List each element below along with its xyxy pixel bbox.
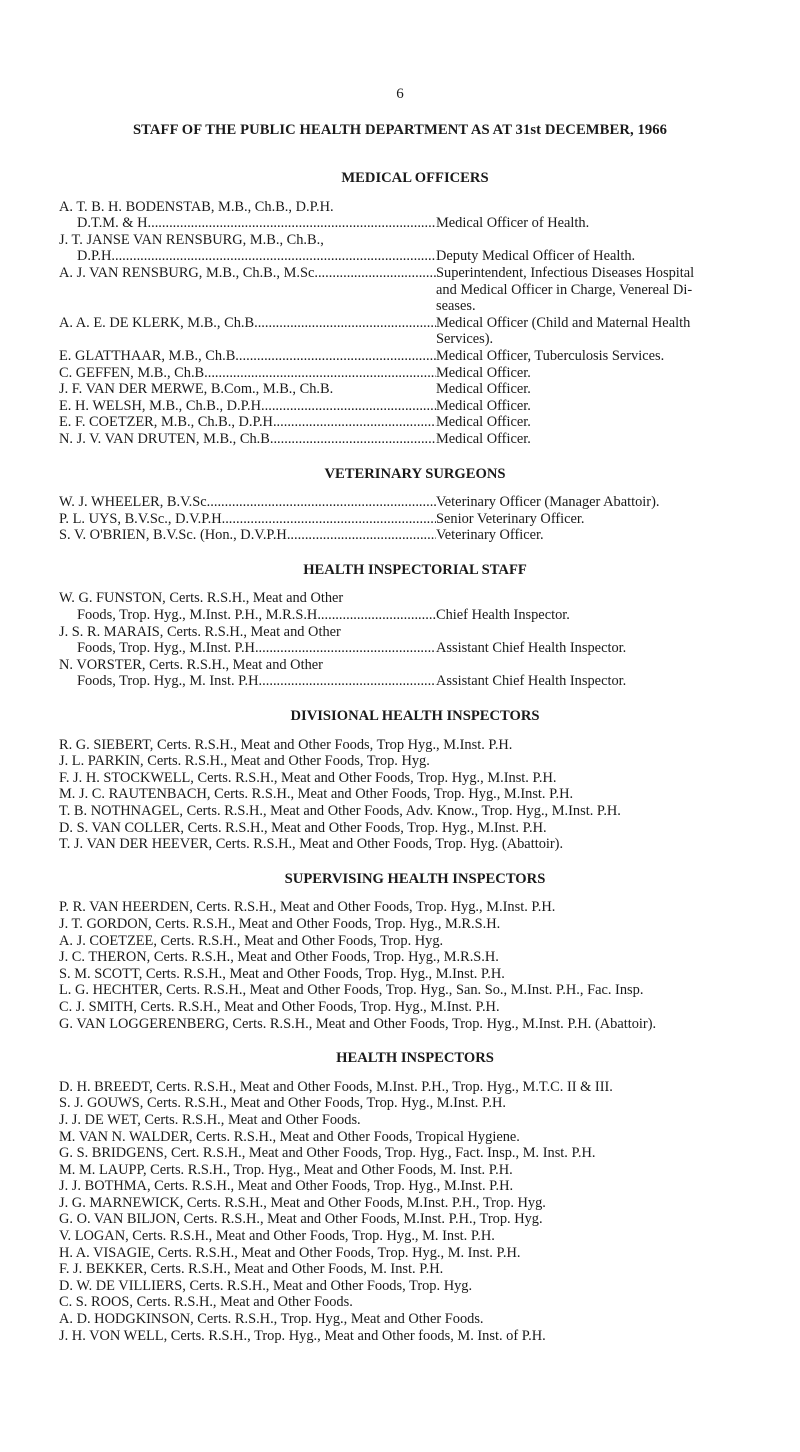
role-line: Services).: [436, 331, 494, 348]
staff-role: [436, 494, 771, 511]
section-divisional-health-inspectors: [59, 708, 771, 853]
staff-name: [59, 511, 436, 528]
name-text: P. L. UYS, B.V.Sc., D.V.P.H: [59, 510, 222, 527]
staff-name: [59, 381, 436, 398]
staff-role: [436, 624, 771, 657]
list-item: S. M. SCOTT, Certs. R.S.H., Meat and Other Foods, Trop. Hyg., M.Inst. P.H.: [59, 965, 505, 982]
name-text: Foods, Trop. Hyg., M. Inst. P.H: [77, 673, 259, 690]
name-line: [59, 398, 436, 415]
leader-dots: [111, 248, 436, 265]
role-line: Assistant Chief Health Inspector.: [436, 640, 627, 657]
staff-name: [59, 365, 436, 382]
name-text: N. VORSTER, Certs. R.S.H., Meat and Other: [59, 656, 323, 673]
name-text: Foods, Trop. Hyg., M.Inst. P.H., M.R.S.H: [77, 607, 318, 624]
section-medical-officers: [59, 170, 771, 448]
staff-name: [59, 624, 436, 657]
staff-row: [59, 657, 771, 690]
section-heading: MEDICAL OFFICERS: [341, 170, 489, 186]
list-item: G. VAN LOGGERENBERG, Certs. R.S.H., Meat and Other Foods, Trop. Hyg., M.Inst. P.H. (Abattoir).: [59, 1015, 657, 1032]
tabular-rows: [59, 494, 771, 544]
name-text: W. J. WHEELER, B.V.Sc: [59, 494, 207, 511]
leader-dots: [261, 398, 436, 415]
list-item: M. M. LAUPP, Certs. R.S.H., Trop. Hyg., Meat and Other Foods, M. Inst. P.H.: [59, 1161, 513, 1178]
name-line: [59, 414, 436, 431]
name-line: [59, 640, 436, 657]
staff-role: [436, 365, 771, 382]
role-line: [436, 590, 771, 607]
name-line: [59, 232, 436, 249]
name-text: E. GLATTHAAR, M.B., Ch.B: [59, 347, 236, 364]
name-text: D.T.M. & H.: [77, 215, 152, 232]
staff-role: [436, 590, 771, 623]
list-item: J. J. DE WET, Certs. R.S.H., Meat and Other Foods.: [59, 1111, 361, 1128]
list-item: G. S. BRIDGENS, Cert. R.S.H., Meat and Other Foods, Trop. Hyg., Fact. Insp., M. Inst. P.H.: [59, 1145, 596, 1162]
role-line: Deputy Medical Officer of Health.: [436, 248, 636, 265]
plain-list: [59, 737, 771, 853]
name-text: E. H. WELSH, M.B., Ch.B., D.P.H: [59, 397, 262, 414]
list-item: J. H. VON WELL, Certs. R.S.H., Trop. Hyg., Meat and Other foods, M. Inst. of P.H.: [59, 1327, 546, 1344]
role-line: Medical Officer.: [436, 414, 531, 431]
staff-role: [436, 265, 771, 315]
list-item: D. W. DE VILLIERS, Certs. R.S.H., Meat and Other Foods, Trop. Hyg.: [59, 1277, 473, 1294]
staff-name: [59, 657, 436, 690]
staff-name: [59, 398, 436, 415]
page-title: STAFF OF THE PUBLIC HEALTH DEPARTMENT AS AT 31st DECEMBER, 1966: [132, 122, 668, 138]
staff-role: [436, 414, 771, 431]
staff-row: [59, 624, 771, 657]
name-text: A. J. VAN RENSBURG, M.B., Ch.B., M.Sc: [59, 264, 315, 281]
leader-dots: [273, 414, 436, 431]
staff-name: [59, 199, 436, 232]
name-text: S. V. O'BRIEN, B.V.Sc. (Hon., D.V.P.H: [59, 527, 287, 544]
role-line: Veterinary Officer.: [436, 527, 544, 544]
leader-dots: [151, 215, 436, 232]
section-supervising-health-inspectors: [59, 871, 771, 1032]
staff-role: [436, 657, 771, 690]
list-item: C. J. SMITH, Certs. R.S.H., Meat and Other Foods, Trop. Hyg., M.Inst. P.H.: [59, 998, 500, 1015]
leader-dots: [317, 607, 436, 624]
leader-dots: [314, 265, 436, 282]
name-line: [59, 199, 436, 216]
tabular-rows: [59, 199, 771, 448]
list-item: T. B. NOTHNAGEL, Certs. R.S.H., Meat and Other Foods, Adv. Know., Trop. Hyg., M.Inst. P.H.: [59, 803, 621, 819]
staff-list: [59, 170, 771, 1362]
staff-row: [59, 265, 771, 315]
leader-dots: [207, 494, 436, 511]
name-line: [59, 215, 436, 232]
list-item: H. A. VISAGIE, Certs. R.S.H., Meat and Other Foods, Trop. Hyg., M. Inst. P.H.: [59, 1244, 521, 1261]
list-item: A. J. COETZEE, Certs. R.S.H., Meat and Other Foods, Trop. Hyg.: [59, 932, 444, 949]
list-item: S. J. GOUWS, Certs. R.S.H., Meat and Other Foods, Trop. Hyg., M.Inst. P.H.: [59, 1095, 506, 1112]
plain-list: [59, 1079, 771, 1345]
list-item: J. L. PARKIN, Certs. R.S.H., Meat and Other Foods, Trop. Hyg.: [59, 753, 430, 770]
role-line: and Medical Officer in Charge, Venereal Di-: [436, 281, 693, 298]
role-line: Medical Officer of Health.: [436, 215, 590, 232]
role-line: Superintendent, Infectious Diseases Hospital: [436, 264, 695, 281]
staff-row: [59, 511, 771, 528]
staff-row: [59, 590, 771, 623]
role-line: [436, 624, 771, 641]
name-line: [59, 511, 436, 528]
role-line: Medical Officer.: [436, 397, 531, 414]
staff-role: [436, 381, 771, 398]
staff-row: [59, 232, 771, 265]
role-line: Assistant Chief Health Inspector.: [436, 673, 627, 690]
staff-row: [59, 494, 771, 511]
staff-role: [436, 232, 771, 265]
staff-row: [59, 381, 771, 398]
leader-dots: [222, 511, 436, 528]
role-line: [436, 232, 771, 249]
leader-dots: [204, 365, 436, 382]
list-item: C. S. ROOS, Certs. R.S.H., Meat and Other Foods.: [59, 1294, 353, 1311]
staff-role: [436, 315, 771, 348]
section-veterinary-surgeons: [59, 466, 771, 544]
leader-dots: [287, 527, 436, 544]
name-line: [59, 248, 436, 265]
name-line: [59, 657, 436, 674]
role-line: [436, 199, 771, 216]
name-text: J. T. JANSE VAN RENSBURG, M.B., Ch.B.,: [59, 231, 324, 248]
staff-role: [436, 511, 771, 528]
leader-dots: [255, 640, 436, 657]
name-text: N. J. V. VAN DRUTEN, M.B., Ch.B: [59, 430, 270, 447]
staff-row: [59, 431, 771, 448]
staff-role: [436, 199, 771, 232]
role-line: Chief Health Inspector.: [436, 607, 570, 624]
name-line: [59, 265, 436, 282]
staff-row: [59, 199, 771, 232]
name-text: W. G. FUNSTON, Certs. R.S.H., Meat and Other: [59, 590, 344, 607]
name-line: [59, 348, 436, 365]
role-line: Senior Veterinary Officer.: [436, 510, 585, 527]
name-line: [59, 494, 436, 511]
staff-name: [59, 232, 436, 265]
staff-name: [59, 527, 436, 544]
name-line: [59, 431, 436, 448]
leader-dots: [235, 348, 436, 365]
name-line: [59, 315, 436, 332]
staff-row: [59, 315, 771, 348]
name-line: [59, 673, 436, 690]
name-line: [59, 590, 436, 607]
section-health-inspectors: [59, 1050, 771, 1344]
name-line: [59, 624, 436, 641]
list-item: A. D. HODGKINSON, Certs. R.S.H., Trop. Hyg., Meat and Other Foods.: [59, 1311, 484, 1328]
section-health-inspectorial-staff: [59, 562, 771, 690]
role-line: Medical Officer, Tuberculosis Services.: [436, 347, 665, 364]
staff-name: [59, 431, 436, 448]
name-text: A. A. E. DE KLERK, M.B., Ch.B: [59, 314, 255, 331]
tabular-rows: [59, 590, 771, 690]
section-heading: VETERINARY SURGEONS: [324, 465, 506, 482]
list-item: D. H. BREEDT, Certs. R.S.H., Meat and Other Foods, M.Inst. P.H., Trop. Hyg., M.T.C. II & III.: [59, 1078, 613, 1095]
list-item: J. T. GORDON, Certs. R.S.H., Meat and Other Foods, Trop. Hyg., M.R.S.H.: [59, 915, 501, 932]
name-text: Foods, Trop. Hyg., M.Inst. P.H: [77, 640, 255, 657]
role-line: [436, 657, 771, 674]
role-line: Medical Officer.: [436, 381, 531, 398]
role-line: Medical Officer (Child and Maternal Health: [436, 314, 691, 331]
staff-name: [59, 315, 436, 332]
name-text: J. S. R. MARAIS, Certs. R.S.H., Meat and Other: [59, 623, 341, 640]
list-item: T. J. VAN DER HEEVER, Certs. R.S.H., Meat and Other Foods, Trop. Hyg. (Abattoir).: [59, 836, 564, 853]
list-item: R. G. SIEBERT, Certs. R.S.H., Meat and Other Foods, Trop Hyg., M.Inst. P.H.: [59, 736, 513, 753]
name-text: D.P.H: [77, 248, 112, 265]
list-item: F. J. BEKKER, Certs. R.S.H., Meat and Other Foods, M. Inst. P.H.: [59, 1261, 444, 1278]
staff-name: [59, 494, 436, 511]
role-line: Medical Officer.: [436, 430, 531, 447]
staff-row: [59, 398, 771, 415]
staff-role: [436, 527, 771, 544]
staff-name: [59, 265, 436, 282]
staff-role: [436, 348, 771, 365]
name-line: [59, 365, 436, 382]
staff-name: [59, 348, 436, 365]
name-line: [59, 527, 436, 544]
staff-row: [59, 527, 771, 544]
name-text: E. F. COETZER, M.B., Ch.B., D.P.H: [59, 414, 273, 431]
section-heading: DIVISIONAL HEALTH INSPECTORS: [290, 708, 540, 725]
list-item: J. J. BOTHMA, Certs. R.S.H., Meat and Other Foods, Trop. Hyg., M.Inst. P.H.: [59, 1178, 514, 1195]
section-heading: SUPERVISING HEALTH INSPECTORS: [284, 870, 546, 887]
leader-dots: [254, 315, 436, 332]
leader-dots: [259, 673, 436, 690]
plain-list: [59, 899, 771, 1032]
page-number: 6: [396, 86, 404, 102]
role-line: seases.: [436, 298, 476, 315]
list-item: J. G. MARNEWICK, Certs. R.S.H., Meat and Other Foods, M.Inst. P.H., Trop. Hyg.: [59, 1194, 546, 1211]
name-text: A. T. B. H. BODENSTAB, M.B., Ch.B., D.P.H.: [59, 198, 334, 215]
leader-dots: [270, 431, 436, 448]
staff-row: [59, 348, 771, 365]
list-item: D. S. VAN COLLER, Certs. R.S.H., Meat and Other Foods, Trop. Hyg., M.Inst. P.H.: [59, 819, 547, 836]
staff-row: [59, 414, 771, 431]
staff-name: [59, 590, 436, 623]
staff-row: [59, 365, 771, 382]
staff-role: [436, 398, 771, 415]
staff-name: [59, 414, 436, 431]
list-item: V. LOGAN, Certs. R.S.H., Meat and Other Foods, Trop. Hyg., M. Inst. P.H.: [59, 1228, 495, 1245]
list-item: P. R. VAN HEERDEN, Certs. R.S.H., Meat and Other Foods, Trop. Hyg., M.Inst. P.H.: [59, 899, 556, 916]
list-item: G. O. VAN BILJON, Certs. R.S.H., Meat and Other Foods, M.Inst. P.H., Trop. Hyg.: [59, 1211, 543, 1228]
name-text: C. GEFFEN, M.B., Ch.B: [59, 364, 205, 381]
staff-role: [436, 431, 771, 448]
name-line: [59, 607, 436, 624]
list-item: L. G. HECHTER, Certs. R.S.H., Meat and Other Foods, Trop. Hyg., San. So., M.Inst. P.H., Fac. Insp.: [59, 982, 644, 999]
role-line: Veterinary Officer (Manager Abattoir).: [436, 494, 660, 511]
list-item: F. J. H. STOCKWELL, Certs. R.S.H., Meat and Other Foods, Trop. Hyg., M.Inst. P.H.: [59, 769, 557, 786]
role-line: Medical Officer.: [436, 364, 531, 381]
name-text: J. F. VAN DER MERWE, B.Com., M.B., Ch.B.: [59, 381, 334, 398]
list-item: J. C. THERON, Certs. R.S.H., Meat and Other Foods, Trop. Hyg., M.R.S.H.: [59, 949, 499, 966]
list-item: M. VAN N. WALDER, Certs. R.S.H., Meat and Other Foods, Tropical Hygiene.: [59, 1128, 520, 1145]
list-item: M. J. C. RAUTENBACH, Certs. R.S.H., Meat and Other Foods, Trop. Hyg., M.Inst. P.H.: [59, 786, 574, 803]
section-heading: HEALTH INSPECTORS: [336, 1050, 494, 1067]
name-line: [59, 381, 436, 398]
section-heading: HEALTH INSPECTORIAL STAFF: [303, 561, 527, 578]
